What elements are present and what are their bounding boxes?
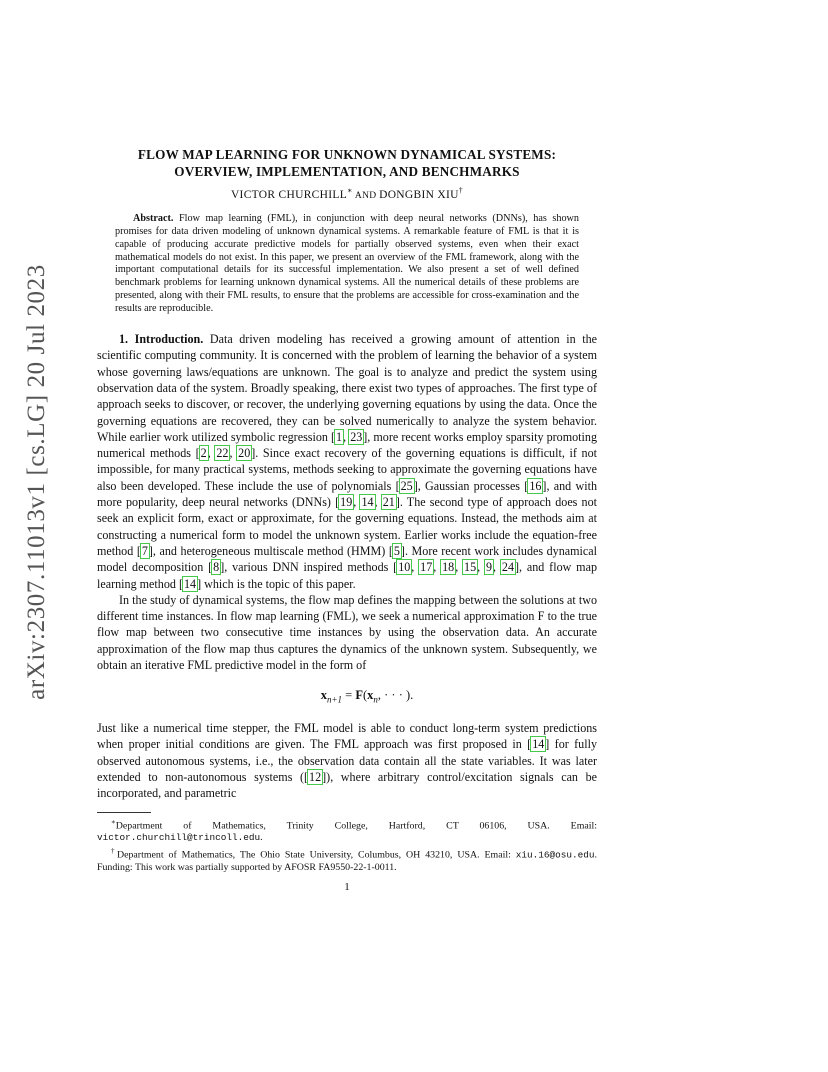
paragraph-text: ]. Since exact recovery of the governing equations is difficult, if not impossible, for many practical systems, methods seeking to approximate the governing equations have also been developed. These include the use of polynomials [ [97,446,597,493]
paragraph-text: ]. The second type of approach does not seek an explicit form, exact or approximate, for the governing equations. Instead, the methods aim at constructing a numerical form to model the unknown system. Earlier works include the equation-free method [ [97,495,598,558]
paragraph-text: ]), where arbitrary control/excitation signals can be incorporated, and parametric [97,770,597,801]
footnote-2-end: . Funding: This work was partially supported by AFOSR FA9550-22-1-0011. [97,849,597,873]
paragraph-text: ], various DNN inspired methods [ [220,560,398,575]
citation-link[interactable]: 1 [336,429,343,444]
citation-link[interactable]: 12 [309,770,322,784]
footnote-2-text: Department of Mathematics, The Ohio State University, Columbus, OH 43210, USA. Email: [116,849,516,861]
citation-link[interactable]: 14 [532,737,545,752]
paragraph-text: Just like a numerical time stepper, the FML model is able to conduct long-term system predictions when proper initial conditions are given. The FML approach was first proposed in [ [97,721,597,752]
citation-link[interactable]: 8 [213,560,220,575]
citation-link[interactable]: 5 [393,543,400,558]
footnotes [97,816,597,875]
equation-rest: , · · · ). [377,688,414,703]
section-heading: 1. Introduction. [119,332,204,347]
equation-equals: = [342,688,356,703]
equation-lhs-x: x [320,688,327,703]
citation-separator: , [229,446,238,461]
citation-link[interactable]: 22 [216,446,229,461]
arxiv-identifier: arXiv:2307.11013v1 [cs.LG] 20 Jul 2023 [23,264,50,700]
intro-paragraph-1 [97,331,597,592]
citation-separator: , [207,446,216,461]
citation-link[interactable]: 18 [442,560,455,575]
paragraph-text: ] for fully observed autonomous systems, i.e., the observation data contain all the state variables. It was later extended to non-autonomous systems ([ [97,737,597,784]
author-separator: AND [352,190,380,201]
page-number: 1 [344,880,350,893]
footnote-1-mark: ∗ [111,817,116,826]
equation-lhs-subscript: n+1 [326,694,343,705]
paragraph-text: ], and with more popularity, deep neural networks (DNNs) [ [97,478,597,510]
citation-link[interactable]: 20 [238,446,251,461]
author-1: VICTOR CHURCHILL [230,188,348,201]
paper-page [97,146,597,893]
abstract-label: Abstract. [133,212,174,224]
paragraph-text: ], more recent works employ sparsity promoting numerical methods [ [97,429,597,461]
footnote-2-email[interactable]: xiu.16@osu.edu [515,849,595,861]
citation-separator: , [411,560,420,575]
citation-link[interactable]: 15 [464,560,477,575]
citation-separator: , [455,560,464,575]
paragraph-text: ], and heterogeneous multiscale method (HMM) [ [148,543,393,558]
citation-link[interactable]: 9 [486,560,493,575]
footnote-1 [97,816,597,845]
footnote-1-text: Department of Mathematics, Trinity College, Hartford, CT 06106, USA. Email: [115,819,597,831]
author-2: DONGBIN XIU [379,188,459,201]
citation-link[interactable]: 16 [529,478,542,493]
citation-link[interactable]: 7 [141,543,148,558]
footnote-2-mark: † [111,847,117,856]
paragraph-text: ]. More recent work includes dynamical model decomposition [ [97,543,597,575]
citation-link[interactable]: 17 [420,560,433,575]
intro-paragraph-3 [97,720,597,801]
footnote-1-end: . [260,832,263,844]
equation-open-paren: ( [362,688,368,703]
title-line-2: OVERVIEW, IMPLEMENTATION, AND BENCHMARKS [174,164,520,179]
citation-link[interactable]: 2 [200,446,207,461]
paragraph-text: ], Gaussian processes [ [413,478,529,493]
citation-link[interactable]: 24 [501,560,514,575]
paragraph-text: ], and flow map learning method [ [97,560,598,591]
citation-link[interactable]: 25 [400,478,413,493]
citation-separator: , [343,429,350,444]
paragraph-text: ] which is the topic of this paper. [197,576,356,591]
citation-link[interactable]: 21 [382,495,395,510]
citation-link[interactable]: 14 [183,576,197,591]
abstract [115,213,579,316]
author-list [97,186,597,201]
abstract-text: Flow map learning (FML), in conjunction with deep neural networks (DNNs), has shown promises for data driven modeling of unknown dynamical systems. A remarkable feature of FML is that it is capable of producing accurate predictive models for partially observed systems, even when their exact mathematical models do not exist. In this paper, we present an overview of the FML framework, along with the important computational details for its successful implementation. We also present a set of well defined benchmark problems for learning unknown dynamical systems. All the numerical details of these problems are presented, along with their FML results, to ensure that the problems are accessible for cross-examination and the results are reproducible. [115,212,579,315]
author-1-footnote-mark[interactable]: ∗ [347,186,353,195]
arxiv-sidebar-stamp [20,0,54,1072]
citation-separator: , [477,560,485,575]
flow-map-equation [97,687,597,708]
citation-separator: , [493,560,501,575]
citation-link[interactable]: 23 [350,429,363,444]
citation-link[interactable]: 14 [361,495,374,510]
equation-arg-x: x [367,688,374,703]
citation-link[interactable]: 19 [340,495,353,510]
citation-separator: , [353,495,361,510]
footnote-1-email[interactable]: victor.churchill@trincoll.edu [97,832,261,844]
citation-separator: , [374,495,382,510]
equation-flow-map-F: F [355,688,363,703]
paper-title [97,146,597,180]
author-2-footnote-mark[interactable]: † [458,186,464,195]
footnote-divider [97,812,151,813]
introduction-section [97,331,597,802]
citation-separator: , [433,560,442,575]
citation-link[interactable]: 10 [398,560,411,575]
footnote-2 [97,845,597,874]
equation-arg-subscript: n [373,694,378,705]
intro-paragraph-2: In the study of dynamical systems, the flow map defines the mapping between the solutions at two different time instances. In flow map learning (FML), we seek a numerical approximation F to the true flow map between two consecutive time instances by using the observation data. An accurate approximation of the flow map thus captures the dynamics of the unknown system. Subsequently, we obtain an iterative FML predictive model in the form of [97,592,597,673]
title-line-1: FLOW MAP LEARNING FOR UNKNOWN DYNAMICAL SYSTEMS: [137,147,557,162]
paragraph-text: Data driven modeling has received a growing amount of attention in the scientific computing community. It is concerned with the problem of learning the behavior of a system whose governing laws/equations are unknown. The goal is to analyze and predict the system using observation data of the system. Broadly speaking, there exist two types of approaches. The first type of approach seeks to discover, or recover, the underlying governing equations by using the data. Once the governing equations are recovered, they can be solved numerically to analyze the system behavior. While earlier work utilized symbolic regression [ [97,332,597,444]
